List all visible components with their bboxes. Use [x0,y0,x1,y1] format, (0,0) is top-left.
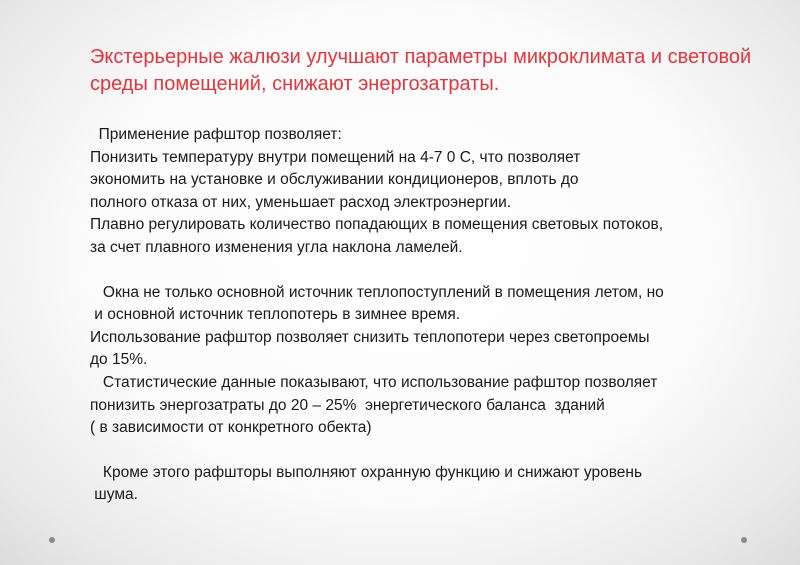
body-line: Плавно регулировать количество попадающих в помещения световых потоков, [90,216,664,234]
body-line: до 15%. [90,351,148,369]
body-line: Кроме этого рафшторы выполняют охранную функцию и снижают уровень [90,463,643,481]
paragraph-gap [90,440,800,462]
title-period: . [493,73,500,95]
body-line: Статистические данные показывают, что использование рафштор позволяет [90,373,658,391]
title-text: Экстерьерные жалюзи улучшают параметры микроклимата и световой среды помещений, снижают энергозатраты [90,46,752,95]
body-line: экономить на установке и обслуживании кондиционеров, вплоть до [90,171,579,189]
paragraph-gap [90,260,800,282]
body-line: Окна не только основной источник теплопоступлений в помещения летом, но [90,283,664,301]
body-line: Использование рафштор позволяет снизить теплопотери через светопроемы [90,328,650,346]
body-line: Понизить температуру внутри помещений на 4-7 0 С, что позволяет [90,148,581,166]
body-line: за счет плавного изменения угла наклона ламелей. [90,238,463,256]
corner-dot-left [49,537,55,543]
body-line: и основной источник теплопотерь в зимнее время. [90,306,461,324]
corner-dot-right [741,537,747,543]
body-line: полного отказа от них, уменьшает расход электроэнергии. [90,193,512,211]
body-line: понизить энергозатраты до 20 – 25% энергетического баланса зданий [90,396,605,414]
body-line: Применение рафштор позволяет: [90,126,342,143]
body-line: шума. [90,486,138,504]
slide-title [90,44,770,98]
slide-body [90,124,800,507]
body-line: ( в зависимости от конкретного обекта) [90,419,372,437]
